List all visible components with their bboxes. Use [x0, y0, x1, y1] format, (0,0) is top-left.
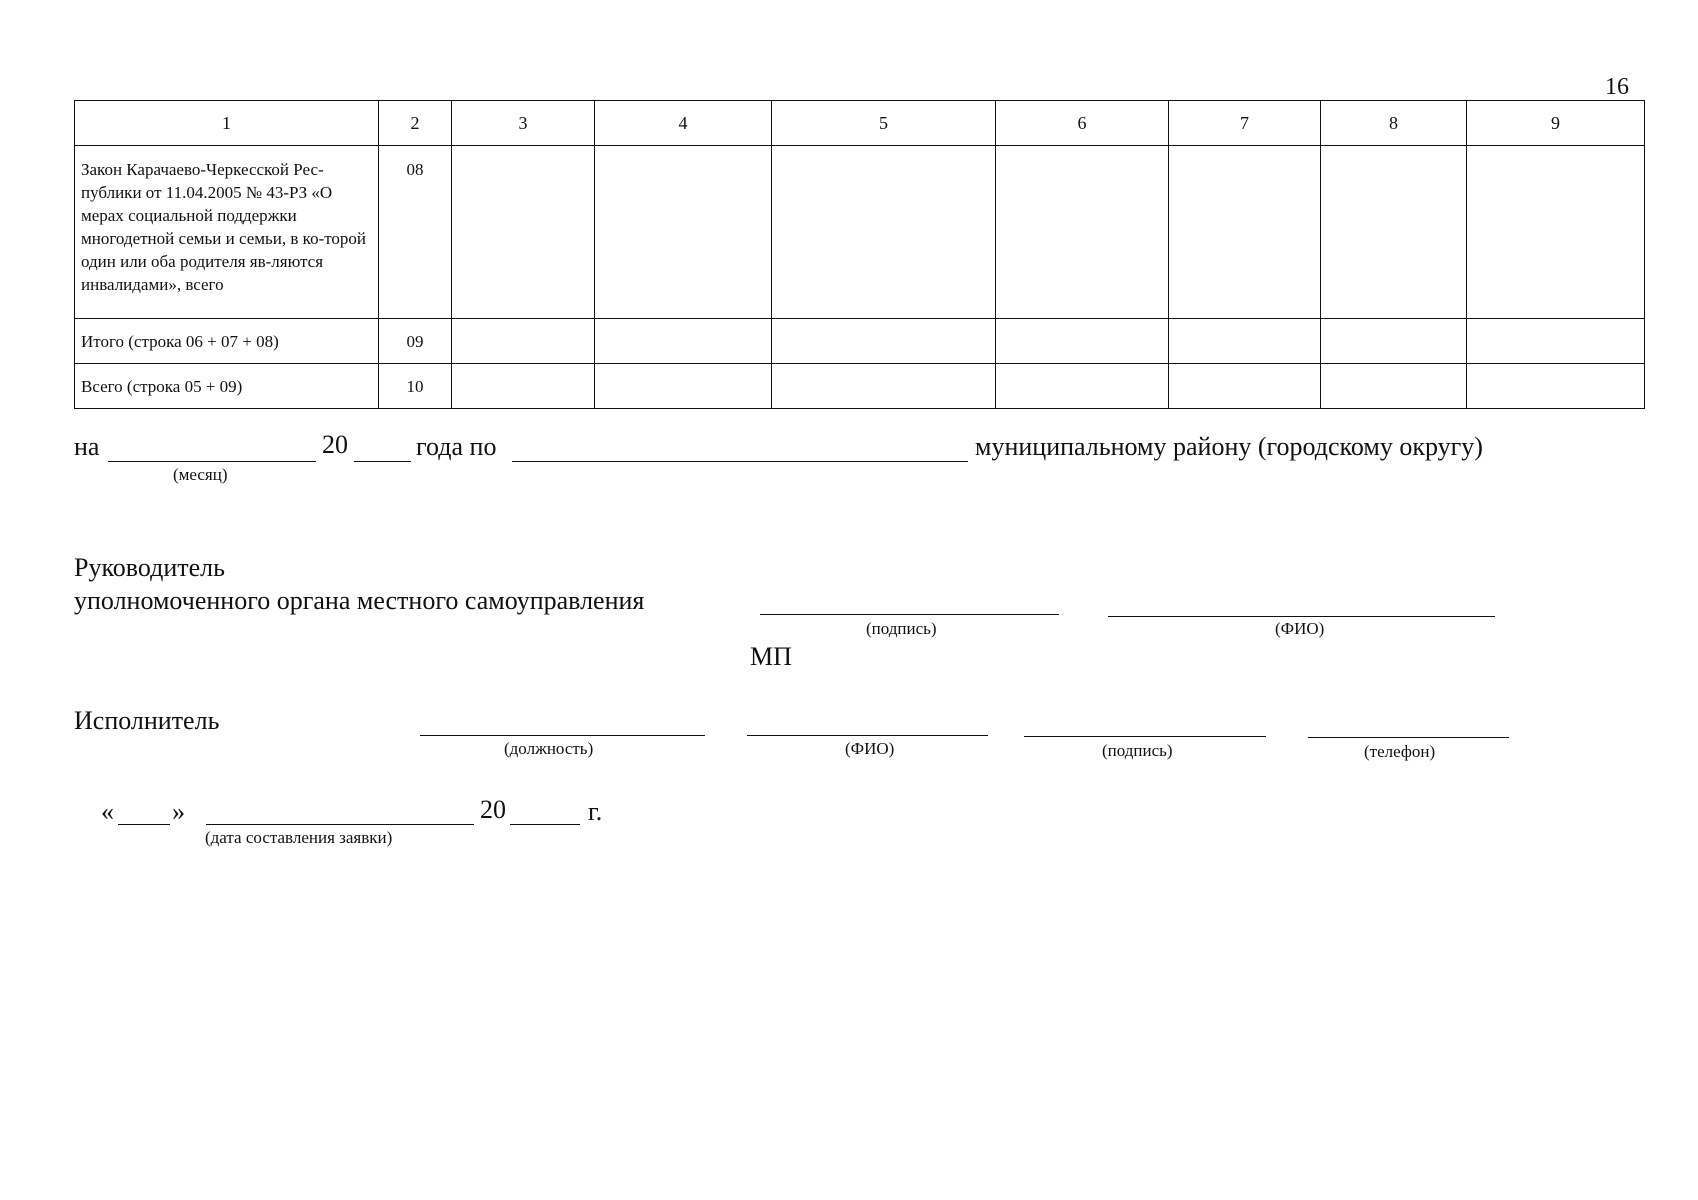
- column-header: 5: [772, 101, 996, 146]
- empty-cell: [595, 146, 772, 319]
- row-name: Итого (строка 06 + 07 + 08): [75, 319, 379, 364]
- head-title-line1: Руководитель: [74, 553, 225, 582]
- date-year-prefix: 20: [480, 795, 506, 824]
- period-prefix: на: [74, 432, 100, 461]
- district-input-line[interactable]: [512, 461, 968, 462]
- empty-cell: [1321, 146, 1467, 319]
- executor-title: Исполнитель: [74, 706, 220, 735]
- empty-cell: [595, 364, 772, 409]
- executor-phone-line[interactable]: [1308, 737, 1509, 738]
- column-header: 3: [452, 101, 595, 146]
- row-code: 08: [379, 146, 452, 319]
- table-row: [75, 146, 1645, 319]
- empty-cell: [772, 146, 996, 319]
- empty-cell: [1467, 319, 1645, 364]
- empty-cell: [595, 319, 772, 364]
- empty-cell: [1321, 319, 1467, 364]
- empty-cell: [452, 146, 595, 319]
- month-input-line[interactable]: [108, 461, 316, 462]
- executor-fio-caption: (ФИО): [845, 739, 895, 758]
- column-header: 8: [1321, 101, 1467, 146]
- table-row: [75, 364, 1645, 409]
- empty-cell: [452, 319, 595, 364]
- executor-position-line[interactable]: [420, 735, 705, 736]
- date-caption: (дата составления заявки): [205, 828, 393, 847]
- empty-cell: [452, 364, 595, 409]
- row-name: Закон Карачаево-Черкесской Рес-публики от 11.04.2005 № 43-РЗ «О мерах социальной поддержки многодетной семьи и семьи, в ко-торой один или оба родителя яв-ляются инвалидами», всего: [75, 146, 379, 319]
- executor-fio-line[interactable]: [747, 735, 988, 736]
- date-month-input-line[interactable]: [206, 824, 474, 825]
- month-caption: (месяц): [173, 465, 228, 484]
- empty-cell: [1467, 364, 1645, 409]
- empty-cell: [1169, 319, 1321, 364]
- empty-cell: [772, 364, 996, 409]
- empty-cell: [1467, 146, 1645, 319]
- empty-cell: [1321, 364, 1467, 409]
- year-prefix: 20: [322, 430, 348, 459]
- column-header: 9: [1467, 101, 1645, 146]
- executor-signature-line[interactable]: [1024, 736, 1266, 737]
- year-suffix: года по: [416, 432, 497, 461]
- year-input-line[interactable]: [354, 461, 411, 462]
- column-header: 6: [996, 101, 1169, 146]
- row-name: Всего (строка 05 + 09): [75, 364, 379, 409]
- head-fio-caption: (ФИО): [1275, 619, 1325, 638]
- period-suffix: муниципальному району (городскому округу): [975, 432, 1483, 461]
- executor-signature-caption: (подпись): [1102, 741, 1173, 760]
- empty-cell: [996, 146, 1169, 319]
- empty-cell: [772, 319, 996, 364]
- head-signature-line[interactable]: [760, 614, 1059, 615]
- head-fio-line[interactable]: [1108, 616, 1495, 617]
- column-header: 7: [1169, 101, 1321, 146]
- table-row: [75, 319, 1645, 364]
- head-title-line2: уполномоченного органа местного самоуправления: [74, 586, 645, 615]
- column-header: 4: [595, 101, 772, 146]
- data-table: [74, 100, 1645, 409]
- row-code: 09: [379, 319, 452, 364]
- empty-cell: [1169, 364, 1321, 409]
- day-input-line[interactable]: [118, 824, 170, 825]
- date-close-quote: »: [172, 797, 185, 826]
- page-number: 16: [1605, 74, 1629, 100]
- table-header-row: [75, 101, 1645, 146]
- column-header: 1: [75, 101, 379, 146]
- empty-cell: [996, 319, 1169, 364]
- empty-cell: [996, 364, 1169, 409]
- row-code: 10: [379, 364, 452, 409]
- date-year-suffix: г.: [588, 797, 603, 826]
- column-header: 2: [379, 101, 452, 146]
- stamp-label: МП: [750, 642, 792, 671]
- executor-phone-caption: (телефон): [1364, 742, 1436, 761]
- executor-position-caption: (должность): [504, 739, 594, 758]
- date-open-quote: «: [101, 797, 114, 826]
- date-year-input-line[interactable]: [510, 824, 580, 825]
- empty-cell: [1169, 146, 1321, 319]
- head-signature-caption: (подпись): [866, 619, 937, 638]
